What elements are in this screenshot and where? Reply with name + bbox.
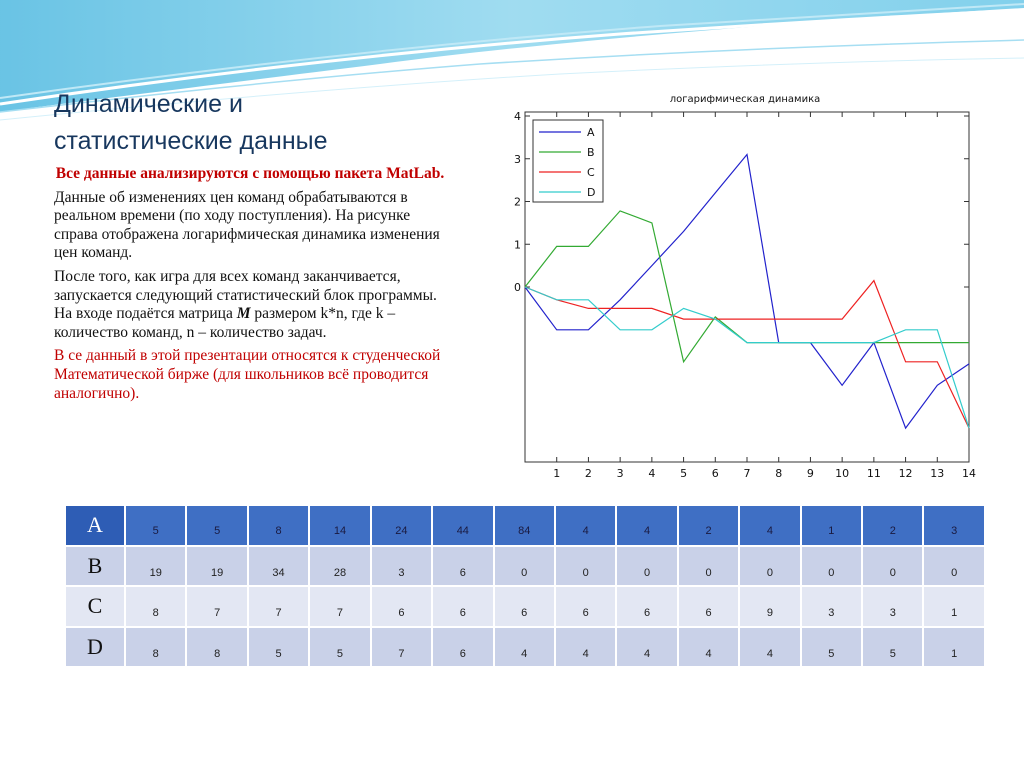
y-tick-label: 4 [514,110,521,123]
legend-label-B: B [587,146,595,159]
slide-title [54,86,454,160]
table-cell: 0 [616,546,677,587]
x-tick-label: 3 [616,467,624,480]
table-cell: 8 [125,586,186,627]
row-label: B [65,546,125,587]
table-cell: 34 [248,546,309,587]
table-cell: 2 [862,505,923,546]
slide-title-line-1: Динамические и [54,90,243,118]
table-cell: 0 [494,546,555,587]
paragraph-1: Данные об изменениях цен команд обрабатываются в реальном времени (по ходу поступления). На рисунке справа отображена логарифмическая динамика изменения цен команд. [54,188,440,262]
table-cell: 0 [739,546,800,587]
chart-legend [533,120,603,202]
table-row [65,546,985,587]
row-label: C [65,586,125,627]
table-cell: 3 [371,546,432,587]
table-cell: 6 [371,586,432,627]
table-cell: 5 [862,627,923,668]
table-cell: 1 [923,627,985,668]
table-cell: 84 [494,505,555,546]
slide-body [54,165,446,408]
x-tick-label: 2 [584,467,592,480]
table-cell: 3 [923,505,985,546]
table-cell: 0 [923,546,985,587]
x-tick-label: 6 [711,467,719,480]
table-cell: 2 [678,505,739,546]
paragraph-2-start: После того, как игра для всех команд заканчивается, запускается следующий статистический блок программы. На входе подаётся матрица [54,267,437,323]
x-tick-label: 4 [648,467,656,480]
table-cell: 6 [432,546,493,587]
paragraph-2-end: размером k*n, где k – количество команд, n – количество задач. [54,305,396,341]
table-cell: 4 [678,627,739,668]
y-tick-label: 1 [514,238,521,252]
x-tick-label: 10 [835,467,850,480]
x-axis [553,112,976,480]
table-cell: 6 [616,586,677,627]
table-cell: 5 [309,627,370,668]
row-label: A [65,505,125,546]
table-cell: 4 [555,505,616,546]
chart-title: логарифмическая динамика [669,94,821,105]
y-tick-label: 0 [514,281,521,294]
x-tick-label: 9 [806,467,814,480]
x-tick-label: 11 [866,467,881,480]
table-cell: 0 [678,546,739,587]
table-cell: 7 [186,586,247,627]
x-tick-label: 13 [930,467,945,480]
y-tick-label: 3 [514,152,521,166]
table-cell: 3 [862,586,923,627]
legend-label-A: A [587,126,595,139]
table-cell: 19 [186,546,247,587]
data-table [64,504,986,668]
table-cell: 4 [739,505,800,546]
table-cell: 14 [309,505,370,546]
table-cell: 19 [125,546,186,587]
x-tick-label: 5 [680,467,688,480]
table-cell: 4 [616,627,677,668]
table-cell: 1 [923,586,985,627]
chart-panel [455,84,986,484]
table-cell: 3 [801,586,862,627]
table-row [65,505,985,546]
line-chart [455,84,986,484]
lead-text: Все данные анализируются с помощью пакета MatLab. [55,165,445,182]
legend-label-D: D [587,186,596,199]
table-cell: 5 [125,505,186,546]
x-tick-label: 14 [962,467,976,480]
table-cell: 7 [309,586,370,627]
table-cell: 0 [555,546,616,587]
table-cell: 9 [739,586,800,627]
table-cell: 7 [248,586,309,627]
series-line-B [525,211,969,362]
x-tick-label: 12 [898,467,913,480]
table-cell: 24 [371,505,432,546]
table-cell: 8 [248,505,309,546]
table-cell: 0 [862,546,923,587]
table-cell: 1 [801,505,862,546]
table-cell: 4 [555,627,616,668]
table-row [65,627,985,668]
slide-title-line-2: статистические данные [54,127,328,155]
paragraph-3: В се данный в этой презентации относятся к студенческой Математической бирже (для школьников всё проводится аналогично). [54,347,441,402]
table-cell: 5 [186,505,247,546]
row-label: D [65,627,125,668]
table-cell: 7 [371,627,432,668]
table-cell: 0 [801,546,862,587]
matrix-symbol: M [236,305,251,323]
table-cell: 4 [616,505,677,546]
table-cell: 6 [494,586,555,627]
table-cell: 6 [555,586,616,627]
x-tick-label: 1 [553,467,561,480]
paragraph-2 [54,268,446,342]
table-cell: 6 [432,627,493,668]
table-cell: 5 [248,627,309,668]
table-cell: 6 [678,586,739,627]
table-cell: 6 [432,586,493,627]
x-tick-label: 8 [775,467,783,480]
table-cell: 8 [125,627,186,668]
y-tick-label: 2 [514,195,521,209]
table-cell: 5 [801,627,862,668]
table-row [65,586,985,627]
legend-label-C: C [587,166,595,179]
table-cell: 4 [494,627,555,668]
table-cell: 44 [432,505,493,546]
x-tick-label: 7 [743,467,751,480]
table-cell: 28 [309,546,370,587]
table-cell: 4 [739,627,800,668]
table-cell: 8 [186,627,247,668]
